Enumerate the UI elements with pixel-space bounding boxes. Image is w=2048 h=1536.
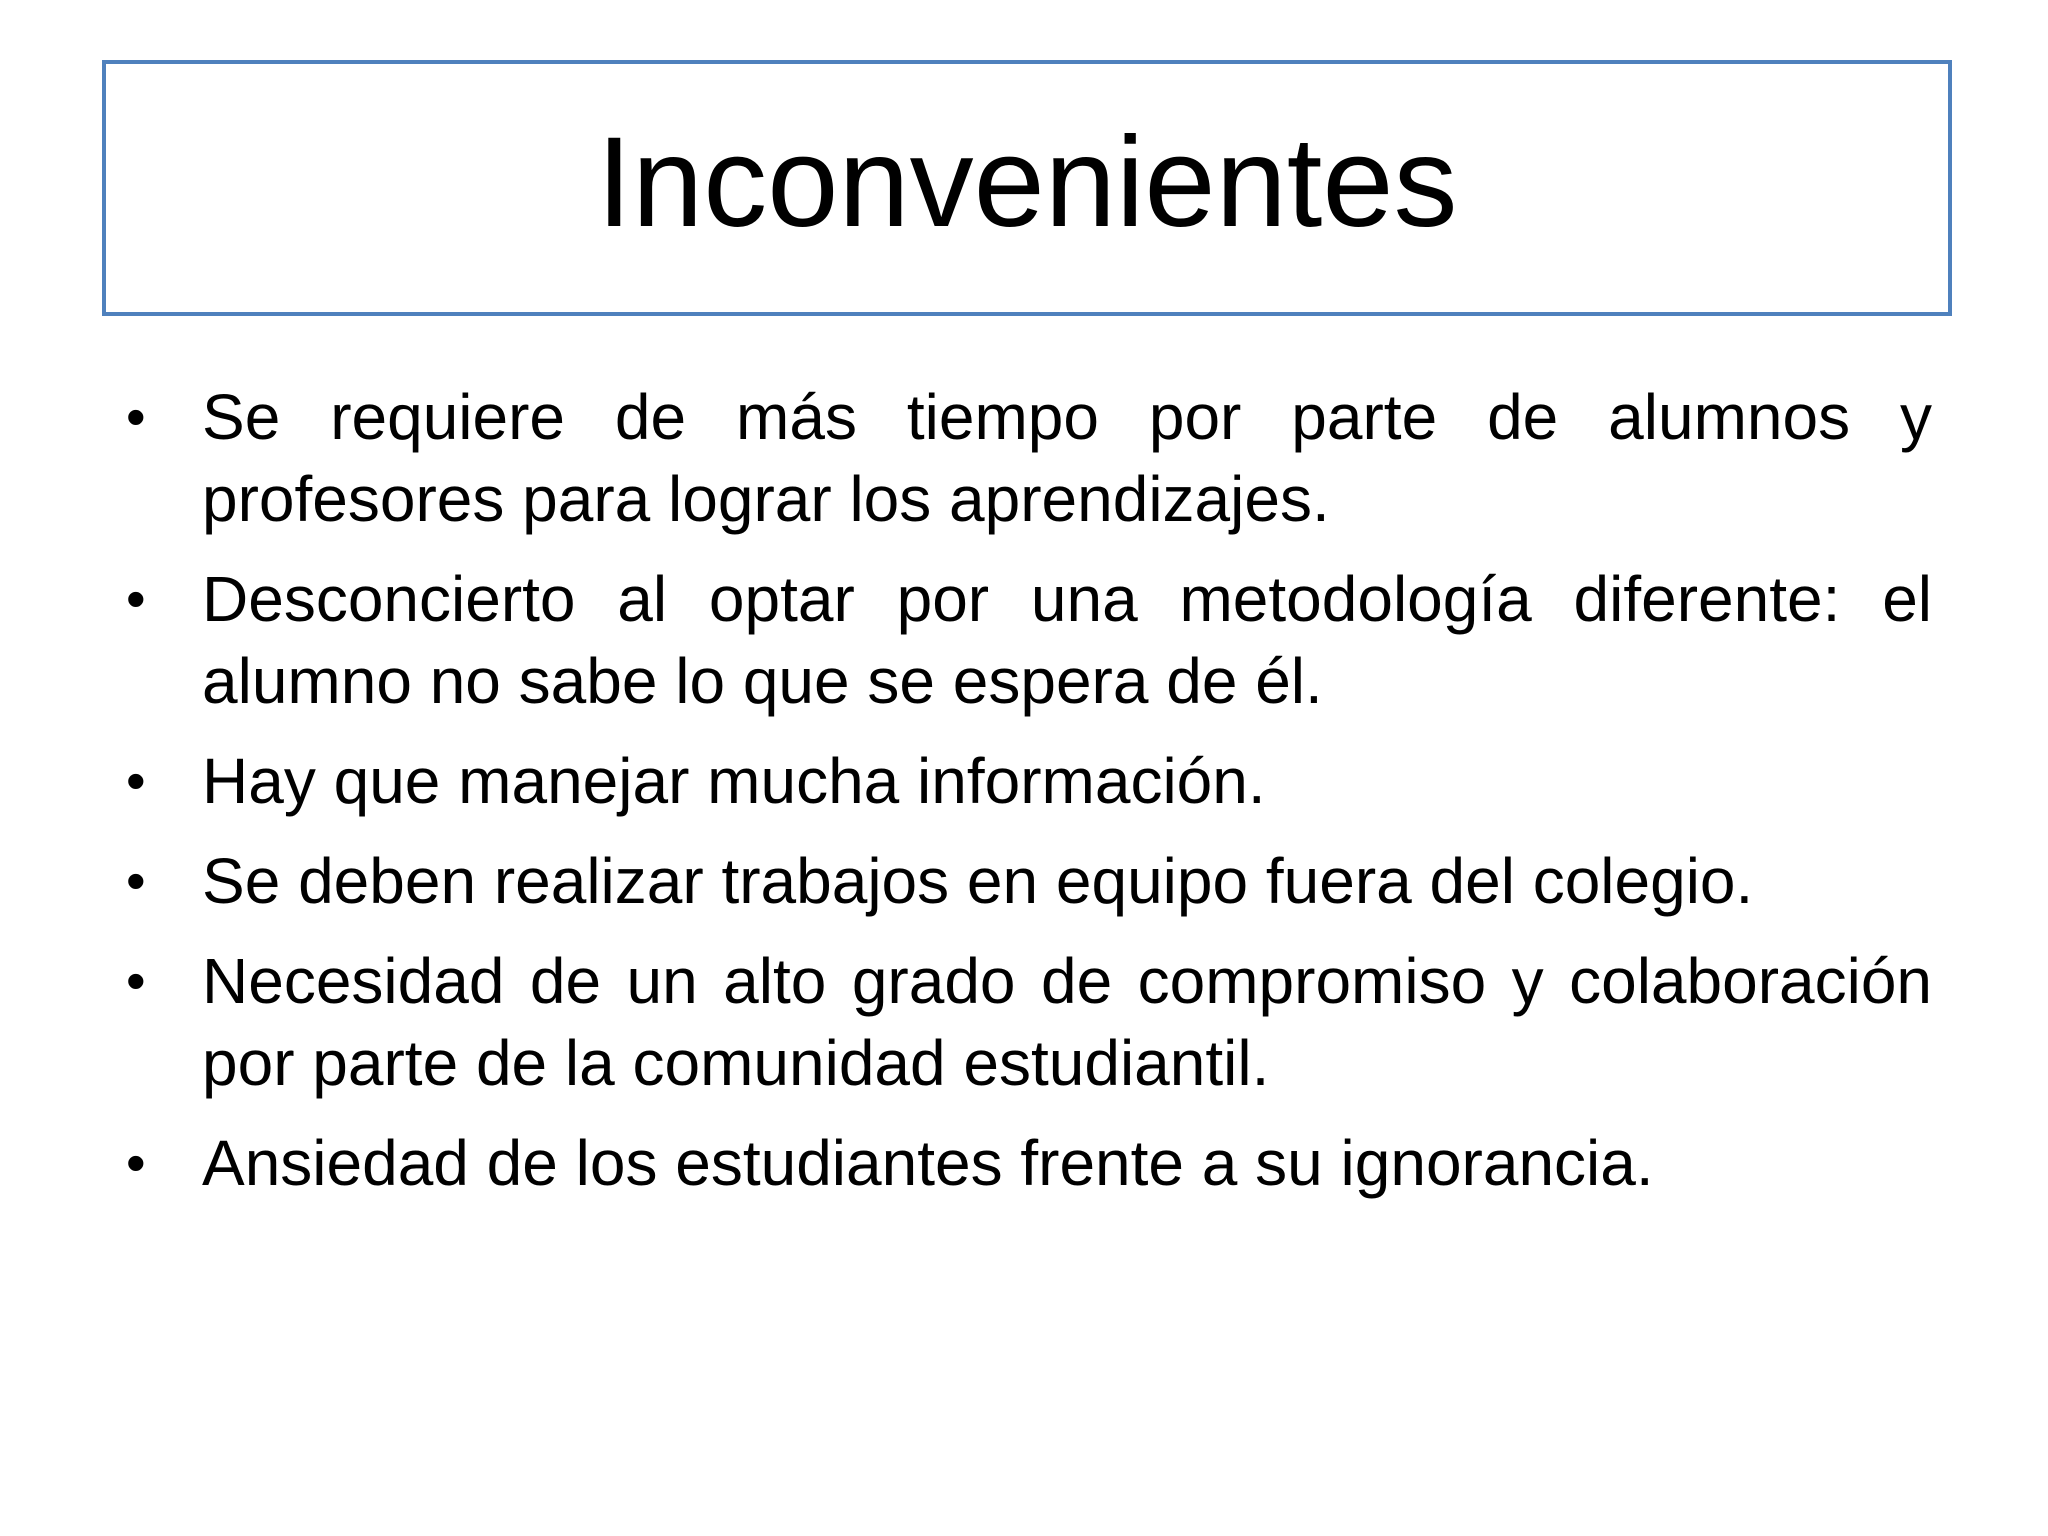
bullet-item xyxy=(120,558,1932,722)
bullet-icon: • xyxy=(126,567,146,630)
bullet-icon: • xyxy=(126,849,146,912)
bullet-item xyxy=(120,740,1932,822)
bullet-item xyxy=(120,940,1932,1104)
bullet-item xyxy=(120,840,1932,922)
bullet-text: Hay que manejar mucha información. xyxy=(202,745,1266,817)
slide-title: Inconvenientes xyxy=(596,111,1458,254)
bullet-text: Desconcierto al optar por una metodología diferente: el alumno no sabe lo que se espera de él. xyxy=(202,563,1932,717)
bullet-icon: • xyxy=(126,385,146,448)
bullet-icon: • xyxy=(126,749,146,812)
bullet-list xyxy=(120,376,1932,1222)
bullet-text: Necesidad de un alto grado de compromiso y colaboración por parte de la comunidad estudiantil. xyxy=(202,945,1932,1099)
bullet-item xyxy=(120,376,1932,540)
bullet-icon: • xyxy=(126,949,146,1012)
bullet-text: Se requiere de más tiempo por parte de alumnos y profesores para lograr los aprendizajes. xyxy=(202,381,1932,535)
bullet-text: Se deben realizar trabajos en equipo fuera del colegio. xyxy=(202,845,1754,917)
bullet-text: Ansiedad de los estudiantes frente a su ignorancia. xyxy=(202,1127,1654,1199)
bullet-item xyxy=(120,1122,1932,1204)
bullet-icon: • xyxy=(126,1131,146,1194)
title-box xyxy=(102,60,1952,316)
